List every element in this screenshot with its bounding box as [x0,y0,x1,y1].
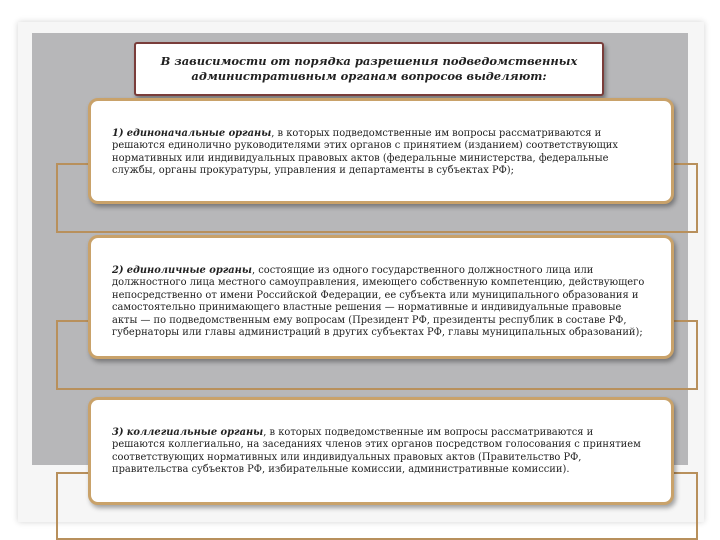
title-box [134,42,604,96]
card-text [112,128,649,178]
item-number: 2) [112,265,124,276]
card-text [112,427,649,477]
card-item-1 [88,98,674,204]
item-body: , в которых подведомственные им вопросы рассматриваются и решаются единолично руководителями этих органов с принятием (изданием) соответствующих нормативных или индивидуальных правовых актов (федеральные министерства, федеральные службы, органы прокуратуры, управления и департаменты в субъектах РФ); [112,128,618,177]
item-number: 1) [112,128,124,139]
card-item-2 [88,235,674,359]
item-term: единоличные органы [126,265,252,276]
title-line-1: В зависимости от порядка разрешения подведомственных [160,54,578,68]
card-item-3 [88,397,674,505]
card-text [112,265,649,339]
item-number: 3) [112,427,124,438]
item-body: , в которых подведомственные им вопросы рассматриваются и решаются коллегиально, на заседаниях членов этих органов посредством голосования с принятием соответствующих нормативных или индивидуальных правовых актов (Правительство РФ, правительства субъектов РФ, избирательные комиссии, административные комиссии). [112,427,641,476]
item-body: , состоящие из одного государственного должностного лица или должностного лица местного самоуправления, имеющего собственную компетенцию, действующего непосредственно от имени Российской Федерации, ее субъекта или муниципального образования и самостоятельно принимающего властные решения — нормативные и индивидуальные правовые акты — по подведомственным ему вопросам (Президент РФ, президенты республик в составе РФ, губернаторы или главы администраций в других субъектах РФ, главы муниципальных образований); [112,265,645,339]
page-title [149,54,589,84]
item-term: единоначальные органы [126,128,272,139]
title-line-2: административным органам вопросов выделяют: [191,69,547,83]
item-term: коллегиальные органы [126,427,264,438]
